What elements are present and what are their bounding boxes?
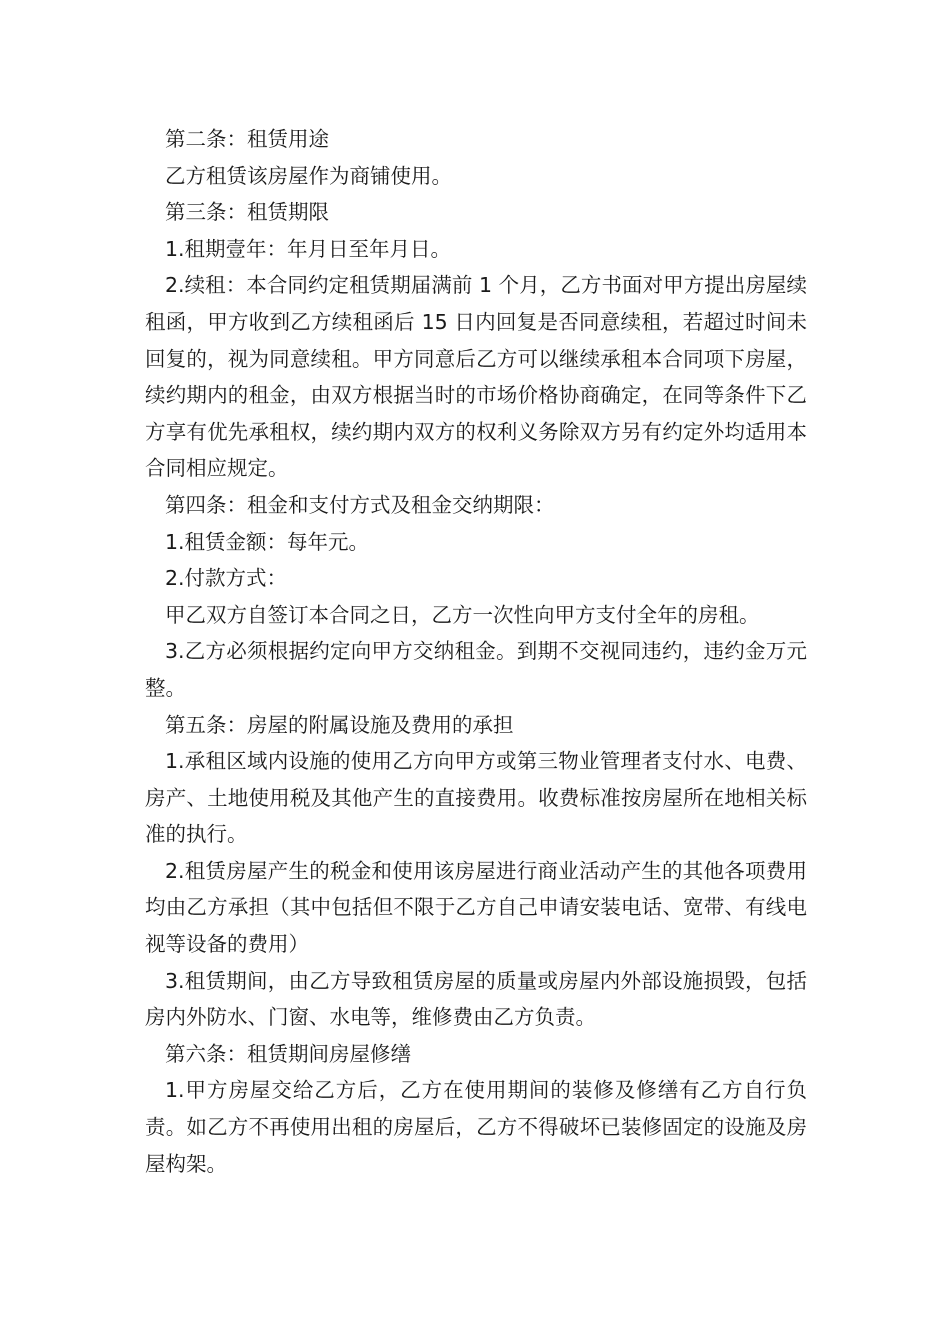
article-5-clause-3: 3.租赁期间，由乙方导致租赁房屋的质量或房屋内外部设施损毁，包括房内外防水、门窗、水电等，维修费由乙方负责。: [145, 968, 807, 1030]
article-4-clause-2: 2.付款方式：: [165, 566, 288, 591]
article-2-heading: 第二条：租赁用途: [165, 127, 329, 151]
article-3-clause-1: 1.租期壹年：年月日至年月日。: [165, 236, 452, 261]
document-body: [145, 121, 807, 1182]
article-4-clause-1: 1.租赁金额：每年元。: [165, 529, 370, 554]
article-4-heading: 第四条：租金和支付方式及租金交纳期限：: [165, 492, 555, 517]
article-5-clause-1: 1.承租区域内设施的使用乙方向甲方或第三物业管理者支付水、电费、房产、土地使用税及其他产生的直接费用。收费标准按房屋所在地相关标准的执行。: [145, 749, 807, 847]
article-5-clause-2: 2.租赁房屋产生的税金和使用该房屋进行商业活动产生的其他各项费用均由乙方承担（其中包括但不限于乙方自己申请安装电话、宽带、有线电视等设备的费用）: [145, 858, 807, 957]
article-3-heading: 第三条：租赁期限: [165, 200, 329, 225]
article-4-payment-text: 甲乙双方自签订本合同之日，乙方一次性向甲方支付全年的房租。: [165, 602, 760, 627]
article-2-text: 乙方租赁该房屋作为商铺使用。: [165, 163, 452, 188]
article-5-heading: 第五条：房屋的附属设施及费用的承担: [165, 712, 514, 737]
article-6-heading: 第六条：租赁期间房屋修缮: [165, 1041, 411, 1066]
article-6-clause-1: 1.甲方房屋交给乙方后，乙方在使用期间的装修及修缮有乙方自行负责。如乙方不再使用出租的房屋后，乙方不得破坏已装修固定的设施及房屋构架。: [145, 1078, 807, 1176]
article-4-clause-3: 3.乙方必须根据约定向甲方交纳租金。到期不交视同违约，违约金万元整。: [145, 639, 807, 700]
article-3-clause-2: 2.续租：本合同约定租赁期届满前 1 个月，乙方书面对甲方提出房屋续租函，甲方收到乙方续租函后 15 日内回复是否同意续租，若超过时间未回复的，视为同意续租。甲方同意后乙方可以继续承租本合同项下房屋，续约期内的租金，由双方根据当时的市场价格协商确定，在同等条件下乙方享有优先承租权，续约期内双方的权利义务除双方另有约定外均适用本合同相应规定。: [145, 273, 807, 481]
